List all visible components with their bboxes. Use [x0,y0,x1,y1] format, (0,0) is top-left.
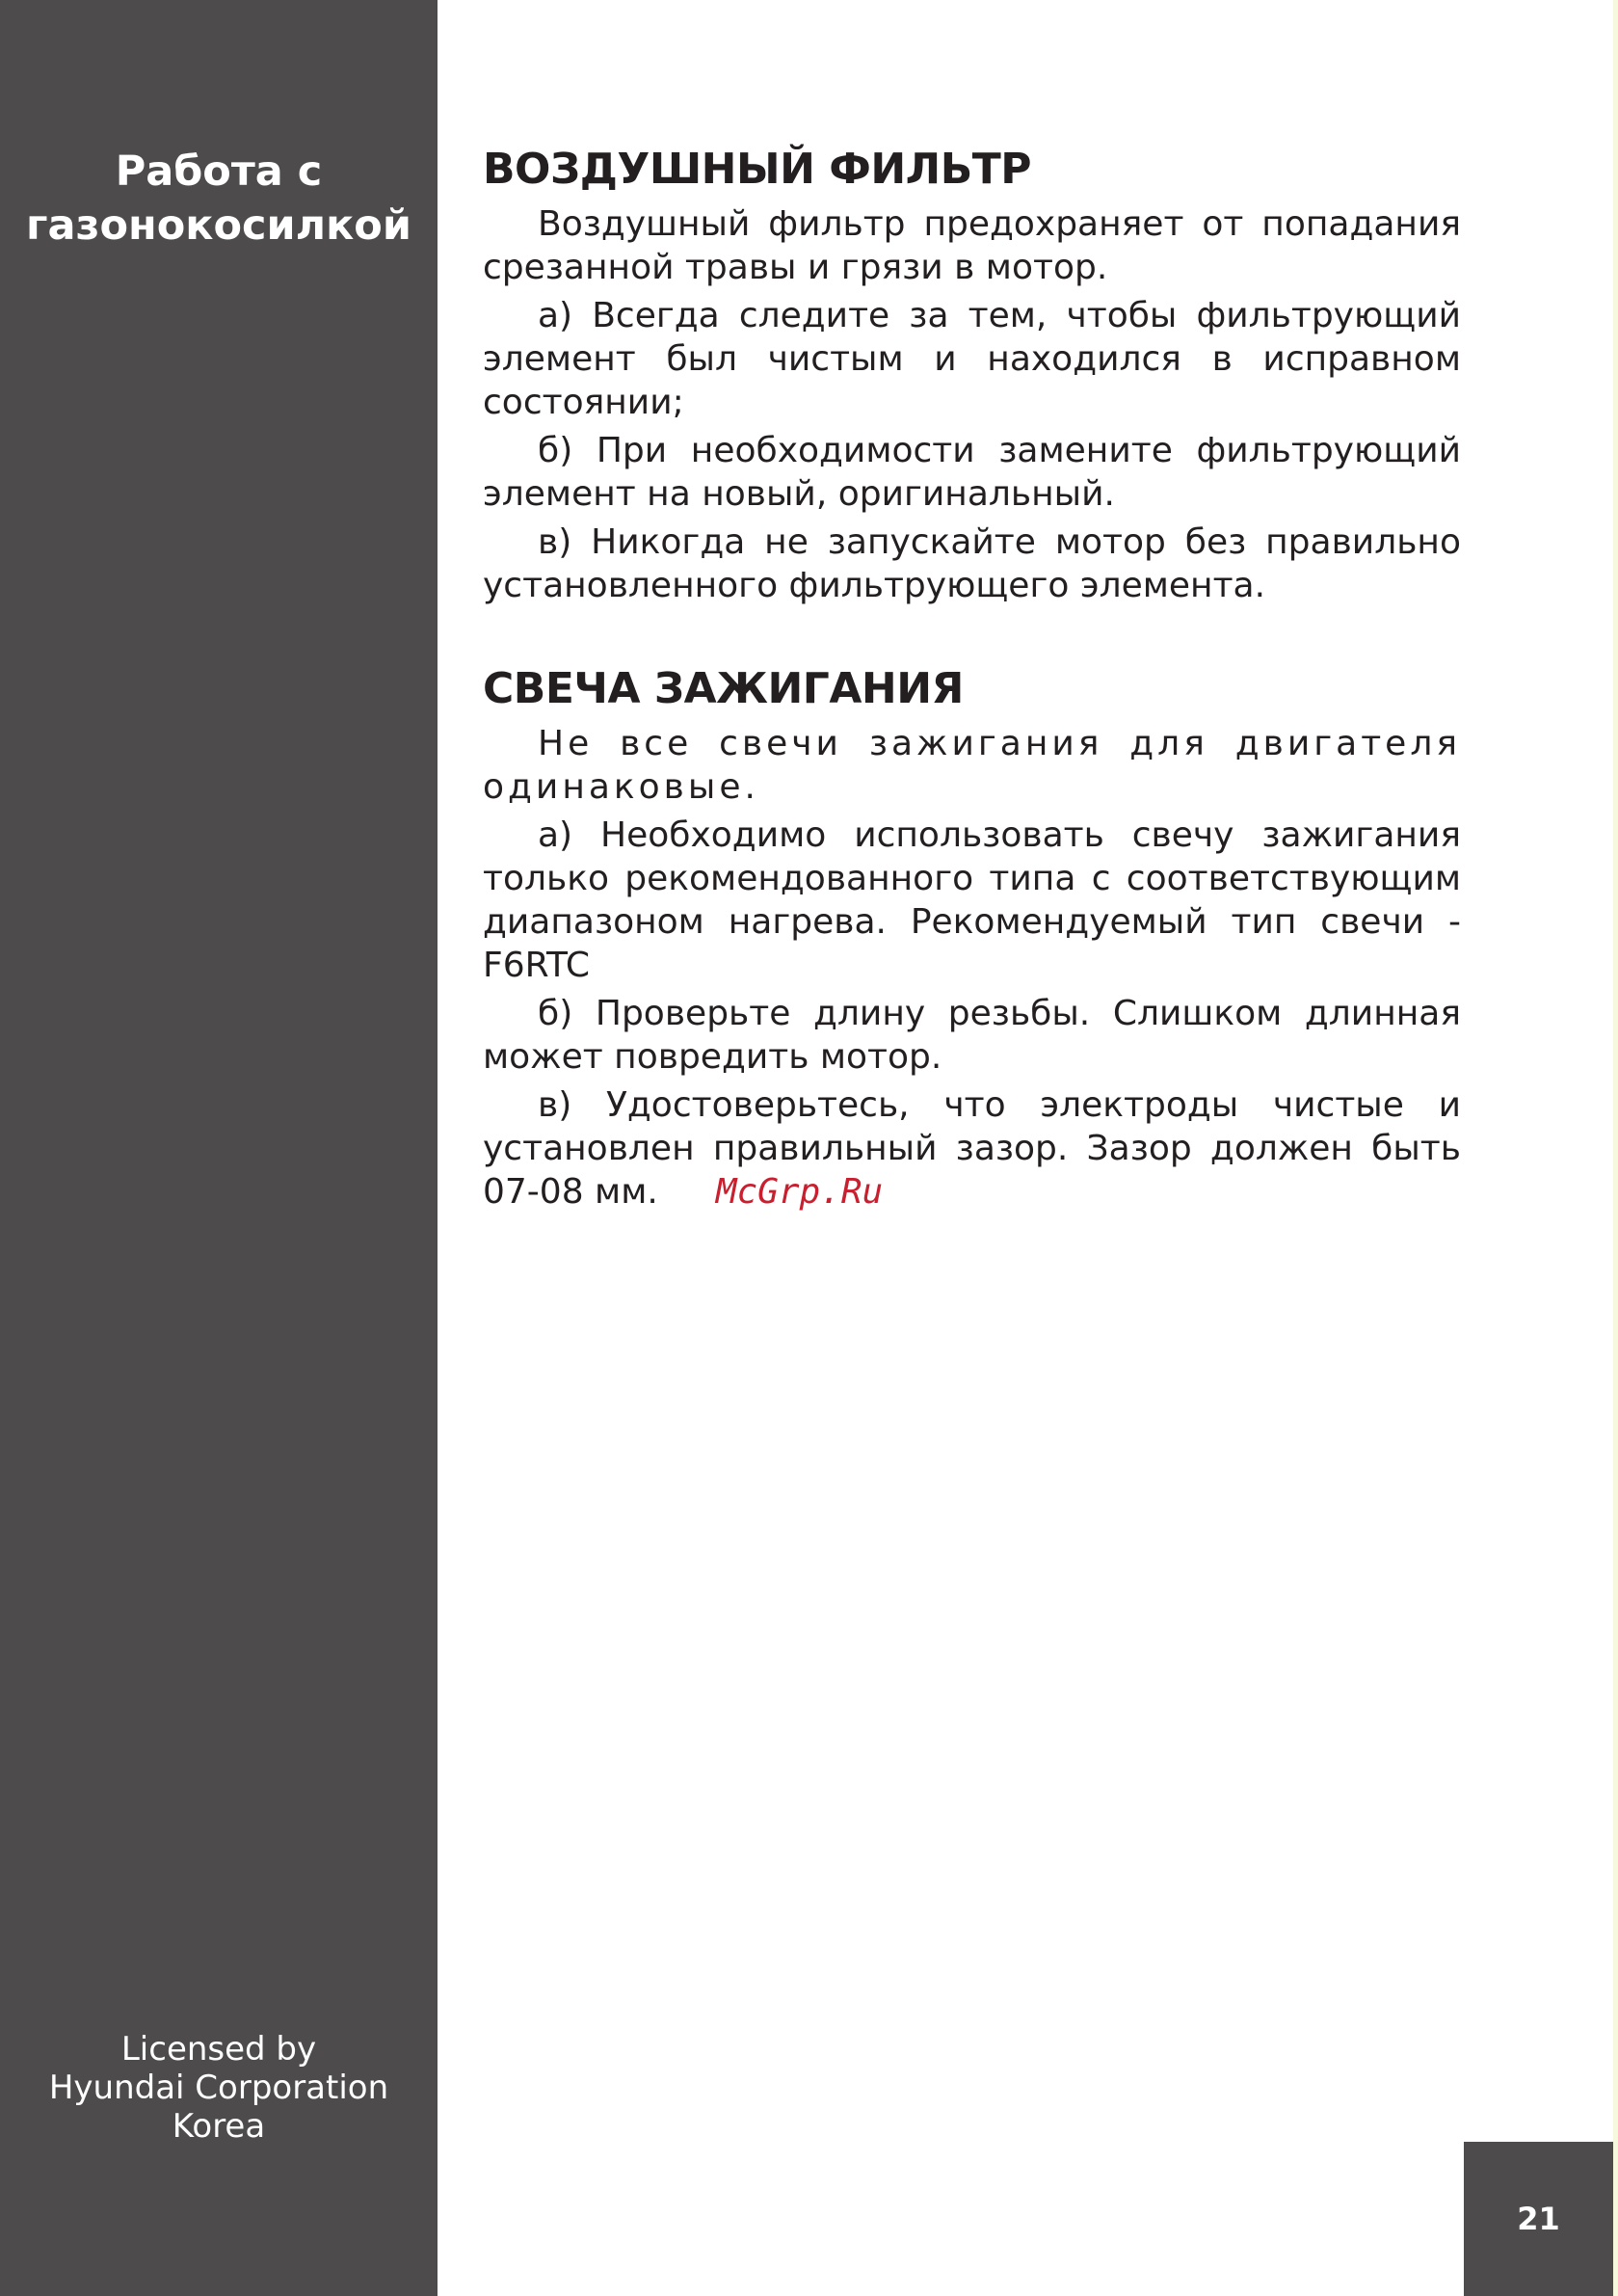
spark-plug-heading: СВЕЧА ЗАЖИГАНИЯ [483,664,964,713]
spark-plug-item-a: а) Необходимо использовать свечу зажигания только рекомендованного типа с соответствующим диапазоном нагрева. Рекомендуемый тип свечи - F6RTC [483,815,1461,985]
license-line-1: Licensed by [120,2030,317,2069]
license-notice [0,2030,438,2146]
watermark: McGrp.Ru [715,1172,884,1212]
air-filter-item-a: а) Всегда следите за тем, чтобы фильтрующий элемент был чистым и находился в исправном состоянии; [483,296,1461,422]
spark-plug-item-c-text: в) Удостоверьтесь, что электроды чистые и установлен правильный зазор. Зазор должен быть 07-08 мм. [483,1085,1461,1212]
license-line-2: Hyundai Corporation [48,2069,389,2107]
air-filter-item-b: б) При необходимости замените фильтрующий элемент на новый, оригинальный. [483,431,1461,514]
page-number: 21 [1464,2142,1613,2296]
chapter-title-line-2: газонокосилкой [26,201,411,250]
chapter-title-line-1: Работа с [115,147,323,196]
air-filter-intro: Воздушный фильтр предохраняет от попадания срезанной травы и грязи в мотор. [483,204,1461,287]
air-filter-heading: ВОЗДУШНЫЙ ФИЛЬТР [483,145,1032,194]
spark-plug-section [483,662,1461,1214]
chapter-title [0,145,438,253]
spark-plug-item-c [483,1083,1461,1214]
spark-plug-intro: Не все свечи зажигания для двигателя одинаковые. [483,724,1461,807]
air-filter-item-c: в) Никогда не запускайте мотор без правильно установленного фильтрующего элемента. [483,522,1461,605]
spark-plug-item-b: б) Проверьте длину резьбы. Слишком длинная может повредить мотор. [483,994,1461,1077]
page-edge-strip [1613,0,1618,2296]
sidebar [0,0,438,2296]
page-content [483,143,1461,1218]
air-filter-section [483,143,1461,607]
license-line-3: Korea [172,2107,266,2146]
section-spacer [483,612,1461,662]
